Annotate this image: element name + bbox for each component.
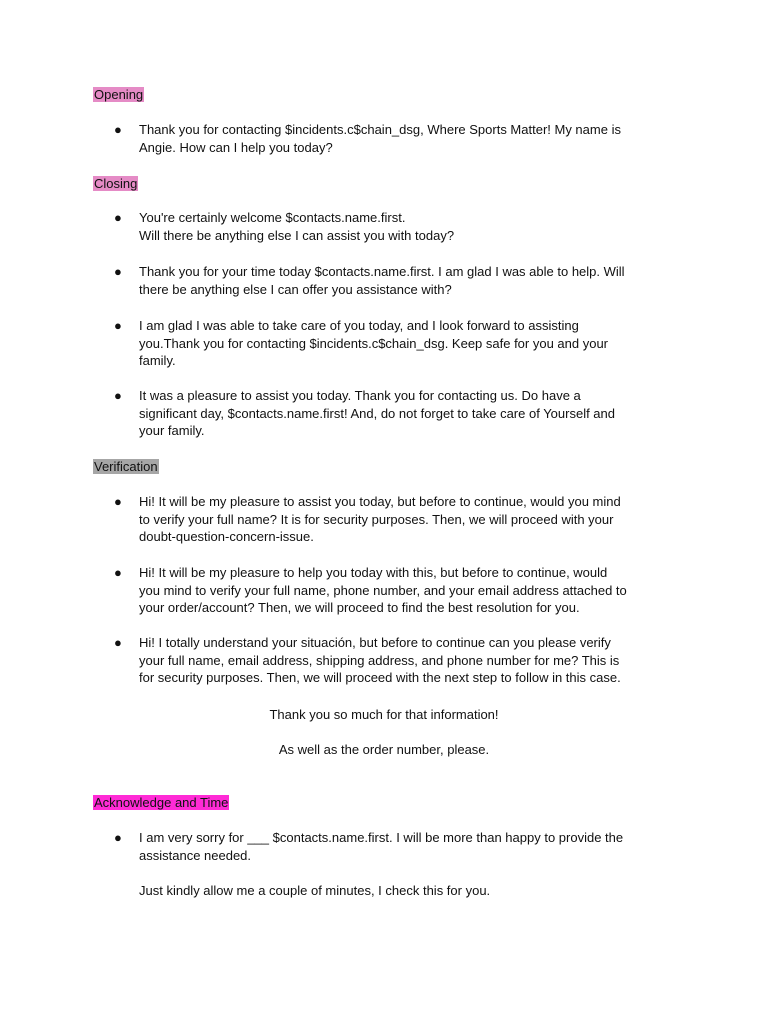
text-line: Hi! It will be my pleasure to help you today with this, but before to continue, would: [139, 565, 608, 580]
list-item-text: [139, 317, 674, 370]
bullet-icon: ●: [114, 122, 122, 137]
text-line: your family.: [139, 423, 205, 438]
text-line: You're certainly welcome $contacts.name.first.: [139, 210, 406, 225]
text-line: I am glad I was able to take care of you today, and I look forward to assisting: [139, 318, 579, 333]
text-line: doubt-question-concern-issue.: [139, 529, 314, 544]
text-line: assistance needed.: [139, 847, 252, 863]
bullet-icon: ●: [114, 318, 122, 333]
list-item-text: [139, 564, 674, 617]
bullet-icon: ●: [114, 830, 122, 845]
text-line: your full name, email address, shipping address, and phone number for me? This is: [139, 652, 620, 668]
text-line: you mind to verify your full name, phone number, and your email address attached to: [139, 582, 627, 598]
followup-line: As well as the order number, please.: [278, 742, 490, 757]
text-line: family.: [139, 353, 176, 368]
list-item-text: [139, 829, 674, 864]
text-line: It was a pleasure to assist you today. Thank you for contacting us. Do have a: [139, 388, 581, 403]
list-item-text: [139, 263, 674, 298]
section-heading-opening: Opening: [94, 87, 144, 102]
text-line: Angie. How can I help you today?: [139, 139, 333, 155]
list-item-text: [139, 493, 674, 546]
bullet-icon: ●: [114, 494, 122, 509]
text-line: Will there be anything else I can assist you with today?: [139, 227, 455, 243]
text-line: Thank you for contacting $incidents.c$chain_dsg, Where Sports Matter! My name is: [139, 122, 621, 137]
bullet-icon: ●: [114, 264, 122, 279]
section-heading-verification: Verification: [94, 459, 158, 474]
list-item-text: [139, 121, 674, 156]
followup-line: Thank you so much for that information!: [269, 707, 499, 722]
list-item-text: [139, 387, 674, 440]
list-item-text: [139, 634, 674, 687]
text-line: significant day, $contacts.name.first! And, do not forget to take care of Yourself and: [139, 405, 615, 421]
bullet-icon: ●: [114, 635, 122, 650]
section-heading-acknowledge: Acknowledge and Time: [94, 795, 229, 810]
text-line: Thank you for your time today $contacts.name.first. I am glad I was able to help. Will: [139, 264, 625, 279]
bullet-icon: ●: [114, 565, 122, 580]
bullet-icon: ●: [114, 210, 122, 225]
list-item-text: [139, 209, 674, 244]
text-line: your order/account? Then, we will proceed to find the best resolution for you.: [139, 600, 580, 615]
text-line: I am very sorry for ___ $contacts.name.first. I will be more than happy to provide the: [139, 830, 624, 845]
text-line: Hi! I totally understand your situación, but before to continue can you please verify: [139, 635, 611, 650]
bullet-icon: ●: [114, 388, 122, 403]
text-line: for security purposes. Then, we will proceed with the next step to follow in this case.: [139, 670, 621, 685]
section-heading-closing: Closing: [94, 176, 138, 191]
text-line: Hi! It will be my pleasure to assist you today, but before to continue, would you mind: [139, 494, 621, 509]
followup-line: Just kindly allow me a couple of minutes, I check this for you.: [139, 883, 491, 898]
text-line: to verify your full name? It is for security purposes. Then, we will proceed with your: [139, 511, 614, 527]
text-line: you.Thank you for contacting $incidents.c$chain_dsg. Keep safe for you and your: [139, 335, 609, 351]
text-line: there be anything else I can offer you assistance with?: [139, 281, 452, 297]
